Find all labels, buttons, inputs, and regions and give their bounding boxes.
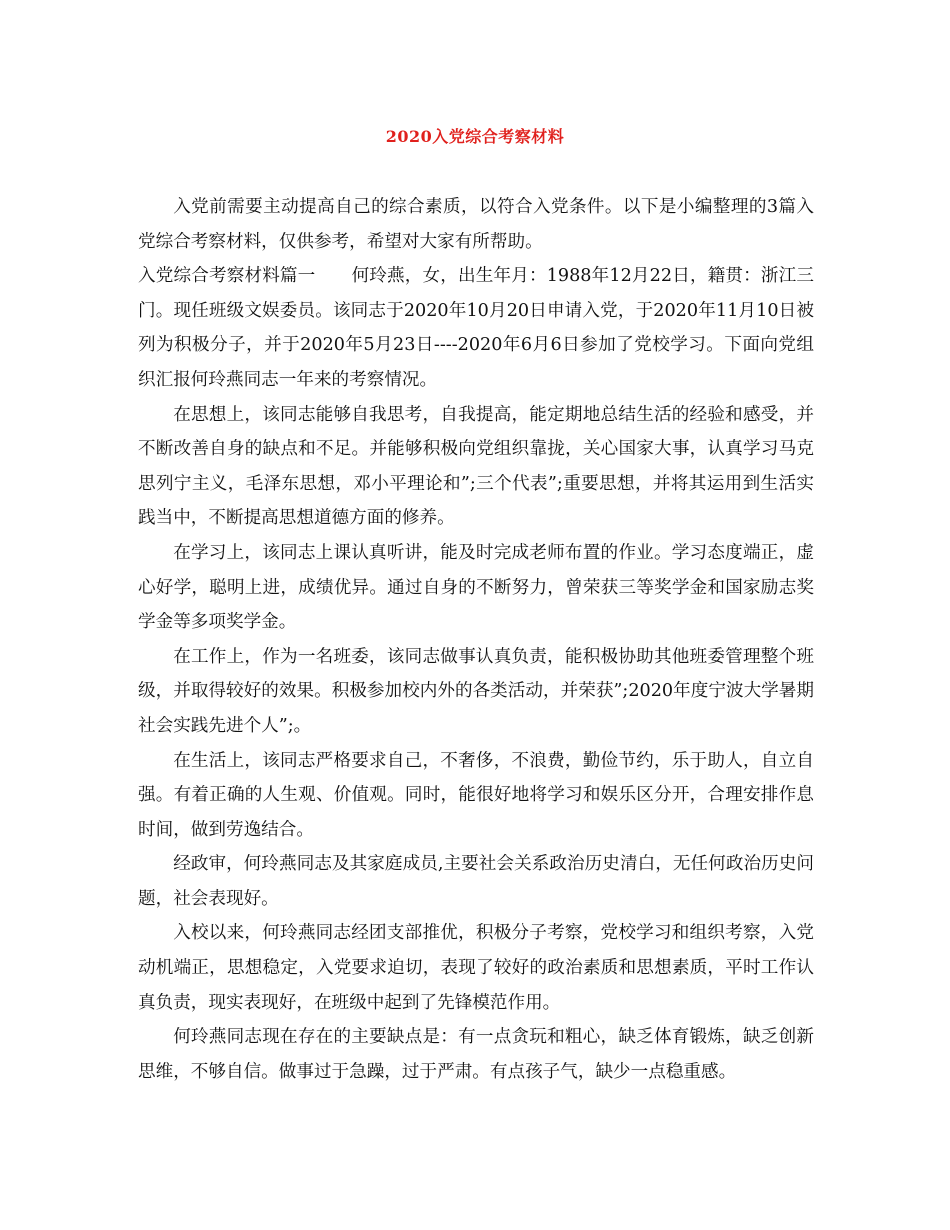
section-heading: 入党综合考察材料篇一 <box>138 266 316 287</box>
paragraph-work: 在工作上，作为一名班委，该同志做事认真负责，能积极协助其他班委管理整个班级，并取得较好的效果。积极参加校内外的各类活动，并荣获”;2020年度宁波大学暑期社会实践先进个人”;。 <box>138 646 814 736</box>
paragraph-life: 在生活上，该同志严格要求自己，不奢侈，不浪费，勤俭节约，乐于助人，自立自强。有着正确的人生观、价值观。同时，能很好地将学习和娱乐区分开，合理安排作息时间，做到劳逸结合。 <box>138 750 814 840</box>
intro-paragraph: 入党前需要主动提高自己的综合素质，以符合入党条件。以下是小编整理的3篇入党综合考察材料，仅供参考，希望对大家有所帮助。 <box>138 197 814 252</box>
paragraph-political-review: 经政审，何玲燕同志及其家庭成员,主要社会关系政治历史清白，无任何政治历史问题，社会表现好。 <box>138 854 814 909</box>
section-one-paragraph <box>138 259 814 397</box>
paragraph-shortcomings: 何玲燕同志现在存在的主要缺点是：有一点贪玩和粗心，缺乏体育锻炼，缺乏创新思维，不够自信。做事过于急躁，过于严肃。有点孩子气，缺少一点稳重感。 <box>138 1027 814 1082</box>
document-title: 2020入党综合考察材料 <box>385 127 565 146</box>
document-body <box>138 190 814 1089</box>
paragraph-thought: 在思想上，该同志能够自我思考，自我提高，能定期地总结生活的经验和感受，并不断改善自身的缺点和不足。并能够积极向党组织靠拢，关心国家大事，认真学习马克思列宁主义，毛泽东思想，邓小平理论和”;三个代表”;重要思想，并将其运用到生活实践当中，不断提高思想道德方面的修养。 <box>138 404 814 529</box>
section-lead-text: 何玲燕，女，出生年月：1988年12月22日，籍贯：浙江三门。现任班级文娱委员。该同志于2020年10月20日申请入党，于2020年11月10日被列为积极分子，并于2020年5月23日----2020年6月6日参加了党校学习。下面向党组织汇报何玲燕同志一年来的考察情况。 <box>138 266 814 390</box>
paragraph-since-enrollment: 入校以来，何玲燕同志经团支部推优，积极分子考察，党校学习和组织考察，入党动机端正，思想稳定，入党要求迫切，表现了较好的政治素质和思想素质，平时工作认真负责，现实表现好，在班级中起到了先锋模范作用。 <box>138 923 814 1013</box>
paragraph-study: 在学习上，该同志上课认真听讲，能及时完成老师布置的作业。学习态度端正，虚心好学，聪明上进，成绩优异。通过自身的不断努力，曾荣获三等奖学金和国家励志奖学金等多项奖学金。 <box>138 542 814 633</box>
